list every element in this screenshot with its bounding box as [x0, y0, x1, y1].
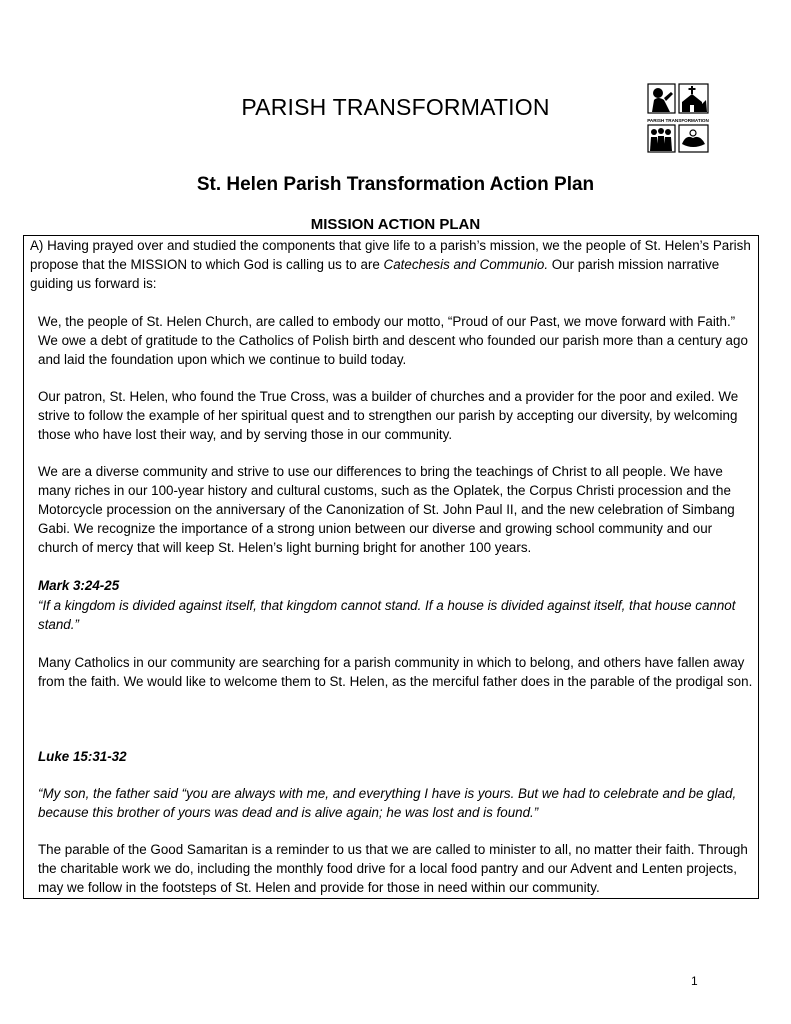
page-title: PARISH TRANSFORMATION [241, 94, 550, 120]
plan-subtitle: St. Helen Parish Transformation Action Plan [196, 174, 595, 195]
section-heading: MISSION ACTION PLAN [310, 216, 481, 233]
logo-text: PARISH TRANSFORMATION [647, 118, 709, 123]
scripture-quote: “My son, the father said “you are always with me, and everything I have is yours. But we had to celebrate and be glad, because this brother of yours was dead and is alive again; he was lost and is found.” [38, 786, 737, 820]
scripture-reference: Mark 3:24-25 [38, 578, 120, 593]
intro-text-end: Our parish mission narrative guiding us forward is: [30, 257, 720, 291]
mission-paragraph: Many Catholics in our community are searching for a parish community in which to belong, and others have fallen away from the faith. We would like to welcome them to St. Helen, as the merciful father does in the parable of the prodigal son. [38, 655, 753, 689]
mission-paragraph: The parable of the Good Samaritan is a reminder to us that we are called to minister to all, no matter their faith. Through the charitable work we do, including the monthly food drive for a local food pantry and our Advent and Lenten projects, may we follow in the footsteps of St. Helen and provide for those in need within our community. [38, 842, 748, 895]
intro-emphasis: Catechesis and Communio. [383, 257, 549, 272]
mission-paragraph: We are a diverse community and strive to use our differences to bring the teachings of Christ to all people. We have many riches in our 100-year history and cultural customs, such as the Oplatek, the Corpus Christi procession and the Motorcycle procession on the anniversary of the Canonization of St. John Paul II, and the new celebration of Simbang Gabi. We recognize the importance of a strong union between our diverse and growing school community and our church of mercy that will keep St. Helen’s light burning bright for another 100 years. [38, 464, 735, 555]
intro-paragraph [30, 236, 758, 293]
scripture-quote: “If a kingdom is divided against itself, that kingdom cannot stand. If a house is divided against itself, that house cannot stand.” [38, 598, 736, 632]
mission-paragraph: We, the people of St. Helen Church, are called to embody our motto, “Proud of our Past, we move forward with Faith.” We owe a debt of gratitude to the Catholics of Polish birth and descent who founded our parish more than a century ago and laid the foundation upon which we continue to build today. [38, 314, 748, 367]
page-number: 1 [691, 974, 698, 988]
parish-transformation-logo [646, 82, 710, 154]
scripture-reference: Luke 15:31-32 [38, 749, 127, 764]
mission-paragraph: Our patron, St. Helen, who found the True Cross, was a builder of churches and a provider for the poor and exiled. We strive to follow the example of her spiritual quest and to strengthen our parish by accepting our diversity, by welcoming those who have lost their way, and by serving those in our community. [38, 389, 739, 442]
intro-text: A) Having prayed over and studied the components that give life to a parish’s mission, we the people of St. Helen’s Parish propose that the MISSION to which God is calling us to are [30, 238, 751, 272]
